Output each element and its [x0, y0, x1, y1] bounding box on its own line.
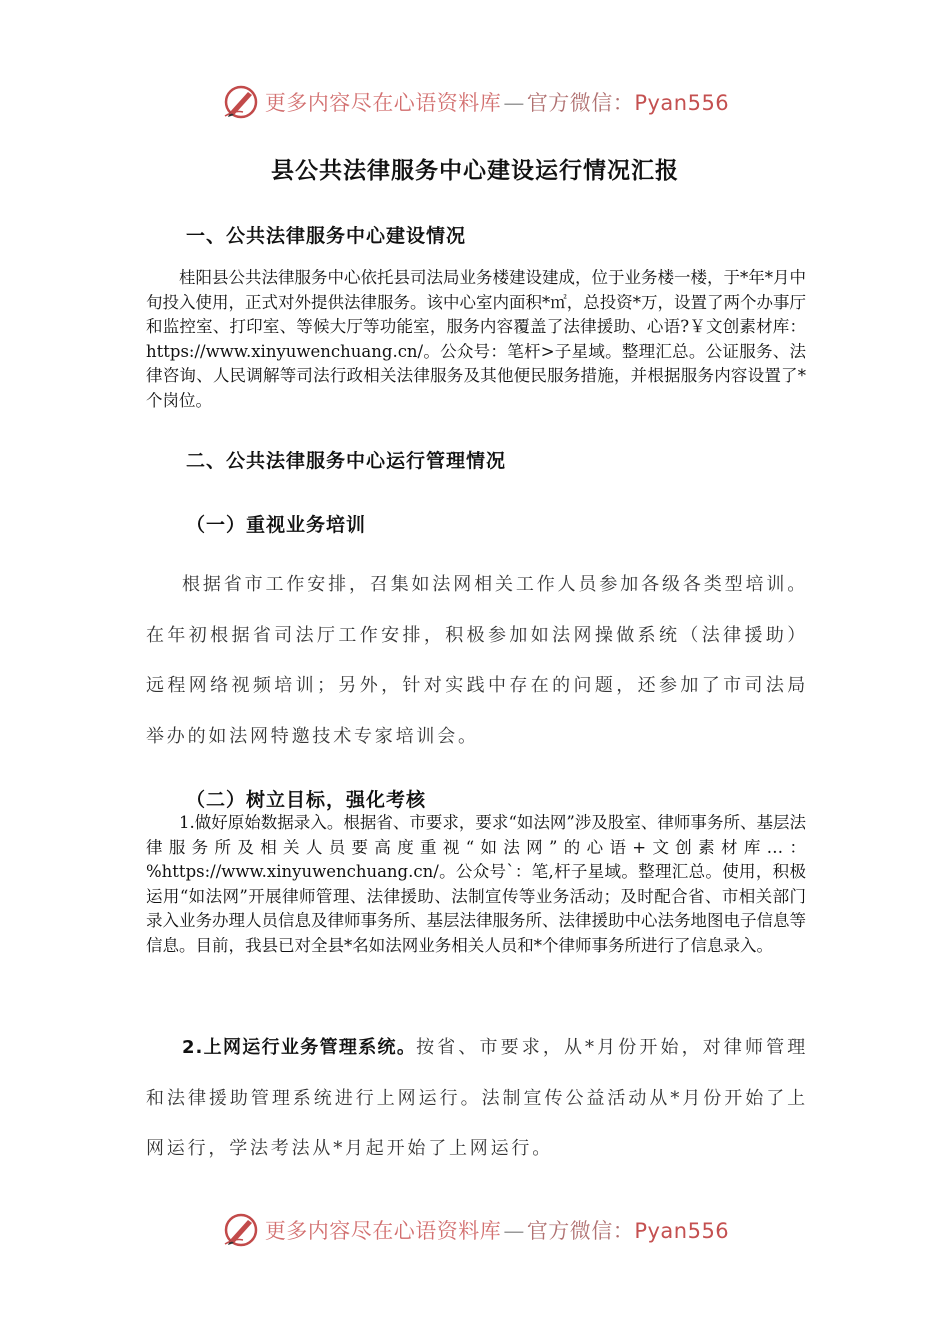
banner-text: 更多内容尽在心语资料库—官方微信：Pyan556 — [264, 91, 730, 115]
subsection-2-heading: （二）树立目标，强化考核 — [186, 789, 427, 811]
footer-banner — [0, 1210, 950, 1250]
section-1-body: 桂阳县公共法律服务中心依托县司法局业务楼建设建成，位于业务楼一楼，于*年*月中旬投入使用，正式对外提供法律服务。该中心室内面积*㎡，总投资*万，设置了两个办事厅和监控室、打印室、等候大厅等功能室，服务内容覆盖了法律援助、心语?￥文创素材库：https://www.xinyuwenchuang.cn/。公众号：笔杆>子星域。整理汇总。公证服务、法律咨询、人民调解等司法行政相关法律服务及其他便民服务措施，并根据服务内容设置了*个岗位。 — [146, 268, 806, 410]
document-title: 县公共法律服务中心建设运行情况汇报 — [271, 158, 679, 184]
pen-logo-icon — [221, 82, 261, 122]
banner-text: 更多内容尽在心语资料库—官方微信：Pyan556 — [264, 1219, 730, 1243]
section-1-heading: 一、公共法律服务中心建设情况 — [186, 225, 467, 247]
pen-logo-icon — [221, 1210, 261, 1250]
section-2-heading: 二、公共法律服务中心运行管理情况 — [186, 450, 507, 472]
subsection-2-item-2 — [146, 1023, 808, 1175]
subsection-1-body: 根据省市工作安排，召集如法网相关工作人员参加各级各类型培训。在年初根据省司法厅工作安排，积极参加如法网操做系统（法律援助）远程网络视频培训；另外，针对实践中存在的问题，还参加了市司法局举办的如法网特邀技术专家培训会。 — [146, 574, 808, 747]
subsection-2-item-1: 1.做好原始数据录入。根据省、市要求，要求“如法网”涉及股室、律师事务所、基层法律服务所及相关人员要高度重视“如法网”的心语+文创素材库…：%https://www.xinyuwenchuang.cn/。公众号`：笔,杆子星域。整理汇总。使用，积极运用“如法网”开展律师管理、法律援助、法制宣传等业务活动；及时配合省、市相关部门录入业务办理人员信息及律师事务所、基层法律服务所、法律援助中心法务地图电子信息等信息。目前，我县已对全县*名如法网业务相关人员和*个律师事务所进行了信息录入。 — [146, 813, 806, 955]
header-banner — [0, 82, 950, 122]
item-2-lead: 2.上网运行业务管理系统。 — [182, 1037, 417, 1058]
subsection-1-heading: （一）重视业务培训 — [186, 514, 367, 536]
item-2-body: 按省、市要求，从*月份开始，对律师管理和法律援助管理系统进行上网运行。法制宣传公益活动从*月份开始了上网运行，学法考法从*月起开始了上网运行。 — [146, 1037, 808, 1159]
